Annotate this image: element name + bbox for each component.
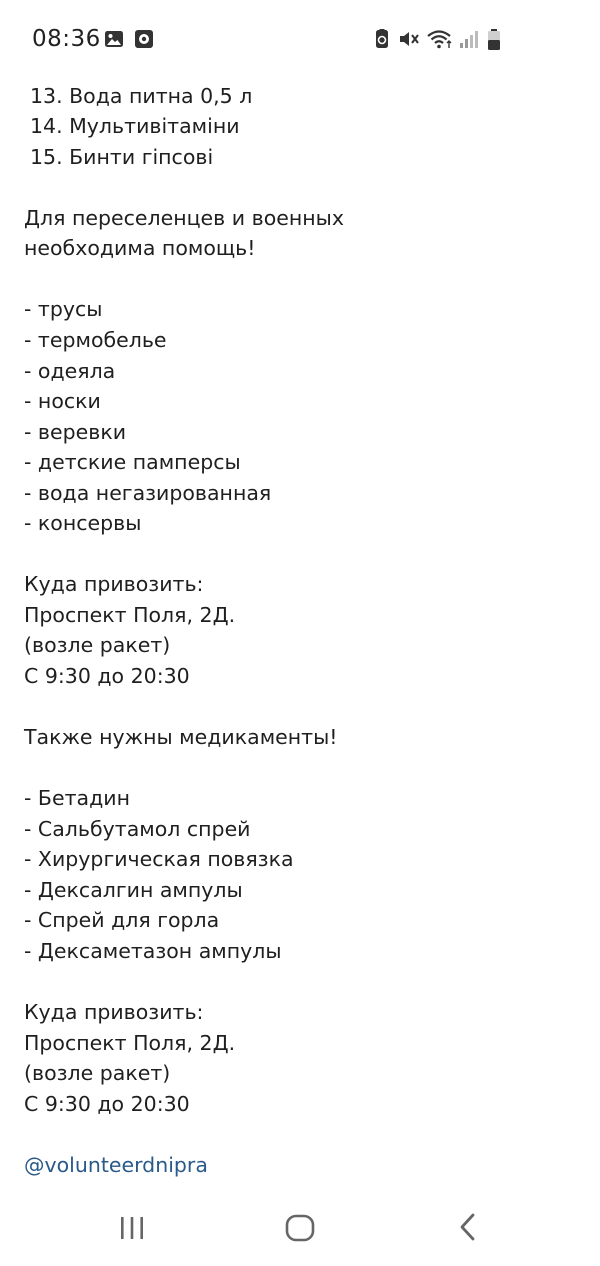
message-line: - Хирургическая повязка	[24, 847, 294, 872]
record-icon	[134, 29, 154, 49]
signal-icon	[458, 29, 480, 49]
message-line: 15. Бинти гіпсові	[30, 144, 214, 169]
message-line: С 9:30 до 20:30	[24, 1091, 190, 1116]
message-line: - трусы	[24, 297, 103, 322]
image-icon	[104, 29, 124, 49]
message-line: 14. Мультивітаміни	[30, 114, 240, 139]
message-line: необходима помощь!	[24, 236, 256, 261]
message-line: - Сальбутамол спрей	[24, 816, 251, 841]
message-line: - Спрей для горла	[24, 908, 220, 933]
message-line: - носки	[24, 389, 101, 414]
status-time: 08:36	[32, 26, 101, 52]
message-line: Для переселенцев и военных	[24, 205, 344, 230]
message-line: С 9:30 до 20:30	[24, 664, 190, 688]
message-line: - одеяла	[24, 358, 116, 383]
message-line: Также нужны медикаменты!	[24, 725, 338, 750]
message-line: Куда привозить:	[24, 1000, 204, 1025]
back-icon[interactable]	[446, 1209, 490, 1245]
wifi-icon	[427, 29, 453, 49]
message-line: 13. Вода питна 0,5 л	[30, 83, 253, 108]
recents-icon[interactable]	[110, 1209, 154, 1245]
navigation-bar	[0, 1195, 600, 1266]
message-line: (возле ракет)	[24, 1061, 171, 1086]
battery-saver-icon	[372, 29, 392, 49]
message-line: Куда привозить:	[24, 572, 204, 597]
message-line: - детские памперсы	[24, 450, 241, 475]
message-line: - Дексаметазон ампулы	[24, 938, 282, 963]
message-line: - вода негазированная	[24, 480, 272, 505]
message-line: - веревки	[24, 419, 127, 444]
message-line: - консервы	[24, 511, 142, 536]
message-line: - Дексалгин ампулы	[24, 877, 243, 902]
channel-link[interactable]: @volunteerdnipra	[24, 1152, 208, 1177]
message-line: Проспект Поля, 2Д.	[24, 602, 236, 627]
message-line: (возле ракет)	[24, 633, 171, 658]
status-bar	[0, 0, 600, 80]
battery-icon	[486, 29, 502, 49]
message-line: - Бетадин	[24, 786, 130, 811]
mute-icon	[398, 29, 418, 49]
home-icon[interactable]	[278, 1209, 322, 1245]
message-line: - термобелье	[24, 327, 167, 352]
message-line: Проспект Поля, 2Д.	[24, 1030, 236, 1055]
